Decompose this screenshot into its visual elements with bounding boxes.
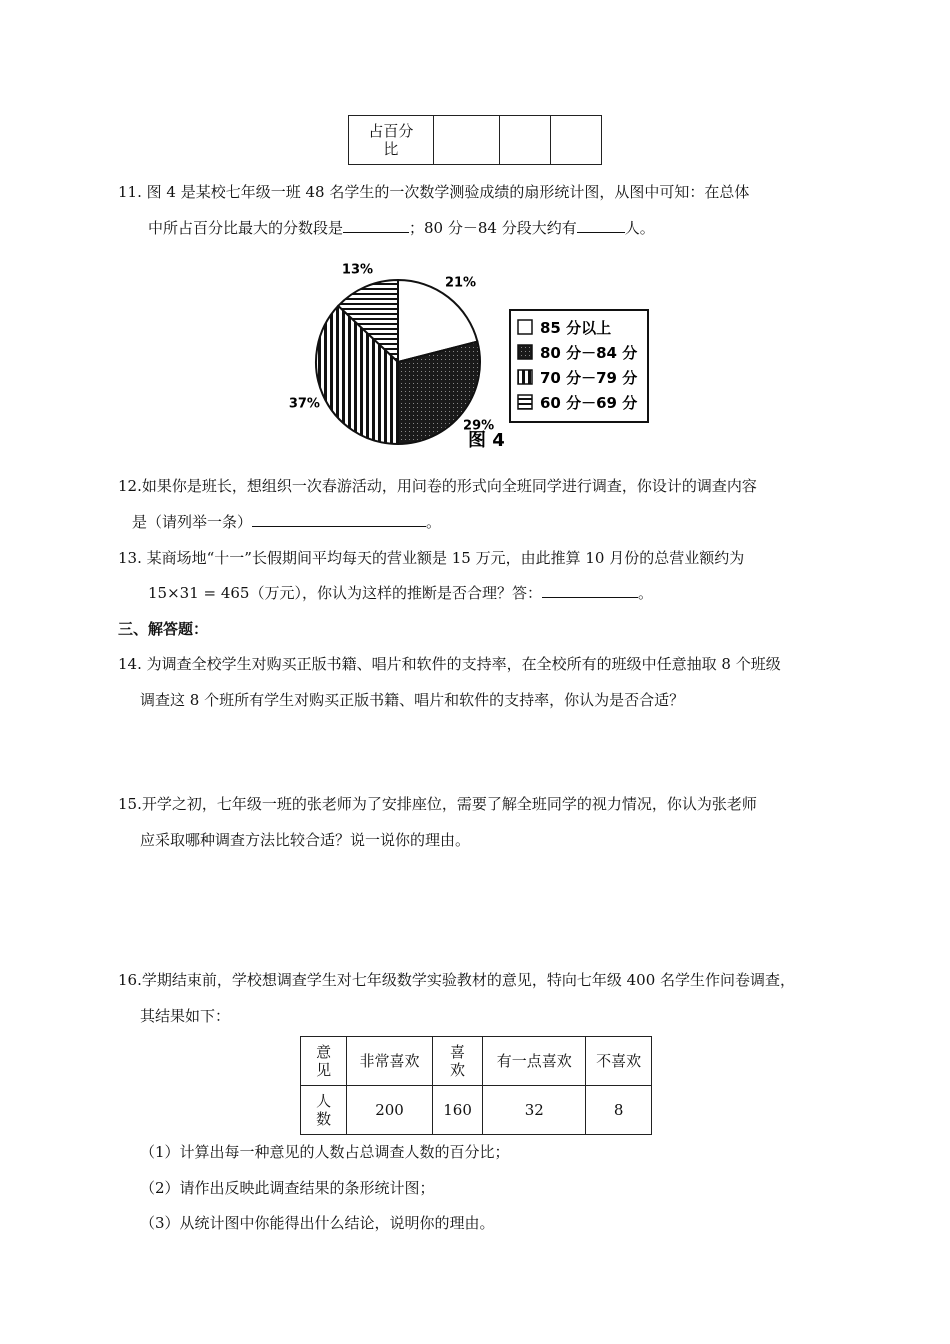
q16-line2: 其结果如下：	[140, 1007, 231, 1025]
cell-text: 欢	[450, 1061, 466, 1079]
top-percent-table	[348, 115, 602, 165]
q16-sub1: （1）计算出每一种意见的人数占总调查人数的百分比；	[140, 1143, 510, 1161]
legend-label: 60 分－69 分	[540, 394, 638, 412]
q13-text: 15×31 = 465（万元），你认为这样的推断是否合理？答：	[148, 584, 542, 602]
header-cell	[301, 1037, 347, 1086]
pie-percent-label: 13%	[341, 262, 374, 278]
q13-text: 。	[637, 584, 653, 602]
pie-percent-label: 21%	[444, 275, 477, 291]
legend-swatch	[518, 395, 532, 409]
chart-title: 图 4	[468, 430, 505, 451]
cell-text: 见	[316, 1061, 332, 1079]
value-cell: 200	[347, 1086, 433, 1135]
legend-swatch	[518, 345, 532, 359]
empty-cell	[500, 116, 551, 165]
legend-label: 80 分－84 分	[540, 344, 638, 362]
empty-cell	[551, 116, 602, 165]
pie-percent-label: 37%	[288, 396, 320, 412]
answer-blank[interactable]	[577, 218, 625, 233]
q11-text: 人。	[624, 219, 655, 237]
q16-sub2: （2）请作出反映此调查结果的条形统计图；	[140, 1179, 435, 1197]
header-cell	[432, 1037, 482, 1086]
value-cell: 8	[586, 1086, 652, 1135]
pie-chart-figure	[288, 258, 660, 454]
value-cell: 32	[483, 1086, 586, 1135]
cell-text: 人	[316, 1092, 332, 1110]
q12-line2	[132, 512, 441, 532]
label-line: 比	[383, 140, 399, 158]
label-line: 占百分	[368, 122, 414, 140]
q14-line1: 14. 为调查全校学生对购买正版书籍、唱片和软件的支持率，在全校所有的班级中任意抽取 8 个班级	[118, 655, 781, 673]
answer-blank[interactable]	[343, 218, 409, 233]
q15-line2: 应采取哪种调查方法比较合适？说一说你的理由。	[140, 831, 471, 849]
q11-text: ；80 分－84 分段大约有	[409, 219, 577, 237]
cell-text: 数	[316, 1110, 332, 1128]
survey-result-table	[300, 1036, 652, 1135]
q12-line1: 12.如果你是班长，想组织一次春游活动，用问卷的形式向全班同学进行调查，你设计的调查内容	[118, 477, 757, 495]
q14-line2: 调查这 8 个班所有学生对购买正版书籍、唱片和软件的支持率，你认为是否合适？	[140, 691, 685, 709]
row-label-cell	[301, 1086, 347, 1135]
section-heading: 三、解答题：	[118, 620, 209, 638]
q11-line1: 11. 图 4 是某校七年级一班 48 名学生的一次数学测验成绩的扇形统计图，从图中可知：在总体	[118, 183, 750, 201]
cell-text: 意	[316, 1043, 332, 1061]
q16-sub3: （3）从统计图中你能得出什么结论，说明你的理由。	[140, 1214, 495, 1232]
value-cell: 160	[432, 1086, 482, 1135]
q12-text: 。	[426, 513, 442, 531]
legend-swatch	[518, 370, 532, 384]
percent-row-label	[349, 116, 434, 165]
legend-label: 70 分－79 分	[540, 369, 638, 387]
legend-label: 85 分以上	[540, 319, 612, 337]
header-cell: 不喜欢	[586, 1037, 652, 1086]
pie-percent-label: 29%	[463, 418, 495, 434]
cell-text: 喜	[450, 1043, 466, 1061]
q11-line2	[148, 218, 655, 238]
pie	[316, 280, 480, 444]
q11-text: 中所占百分比最大的分数段是	[148, 219, 344, 237]
q15-line1: 15.开学之初，七年级一班的张老师为了安排座位，需要了解全班同学的视力情况，你认为张老师	[118, 795, 757, 813]
header-cell: 有一点喜欢	[483, 1037, 586, 1086]
answer-blank[interactable]	[252, 512, 426, 527]
legend-swatch	[518, 320, 532, 334]
q13-line1: 13. 某商场地“十一”长假期间平均每天的营业额是 15 万元，由此推算 10 月份的总营业额约为	[118, 549, 745, 567]
empty-cell	[433, 116, 500, 165]
header-cell: 非常喜欢	[347, 1037, 433, 1086]
q12-text: 是（请列举一条）	[132, 513, 253, 531]
q13-line2	[148, 583, 653, 603]
q16-line1: 16.学期结束前，学校想调查学生对七年级数学实验教材的意见，特向七年级 400 名学生作问卷调查，	[118, 971, 796, 989]
answer-blank[interactable]	[542, 583, 638, 598]
